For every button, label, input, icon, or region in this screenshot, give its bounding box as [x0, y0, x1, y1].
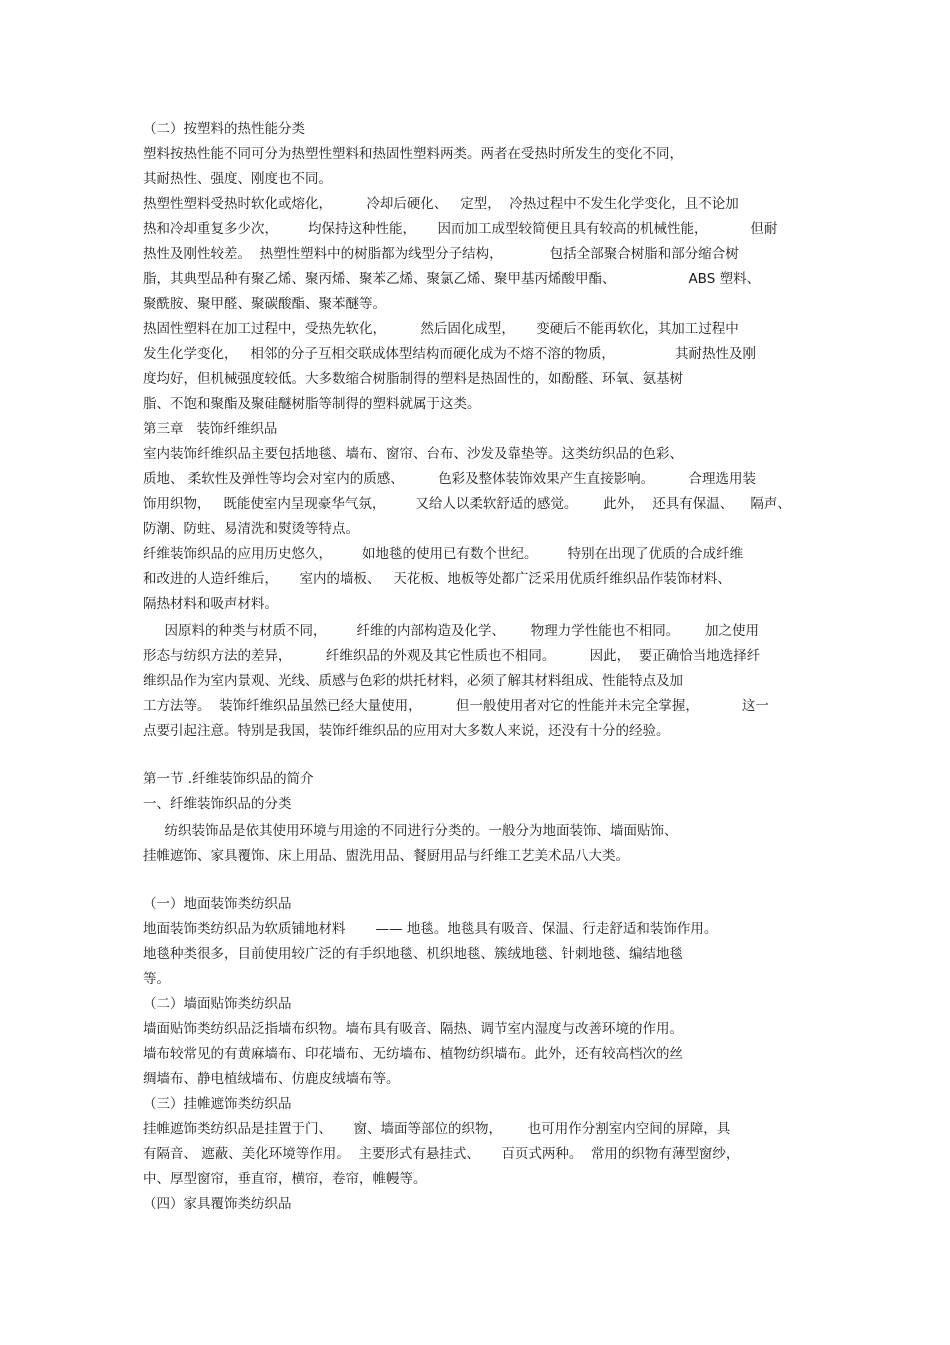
paragraph-line: 等。 — [143, 971, 170, 987]
paragraph-line: 防潮、防蛀、易清洗和熨烫等特点。 — [143, 521, 359, 537]
paragraph-line: 挂帷遮饰、家具覆饰、床上用品、盥洗用品、餐厨用品与纤维工艺美术品八大类。 — [143, 848, 629, 864]
paragraph-line: 中、厚型窗帘，垂直帘，横帘，卷帘，帷幔等。 — [143, 1171, 427, 1187]
paragraph-line: 室内装饰纤维织品主要包括地毯、墙布、窗帘、台布、沙发及靠垫等。这类纺织品的色彩、 — [143, 446, 683, 462]
paragraph-line: 热和冷却重复多少次， 均保持这种性能， 因而加工成型较简便且具有较高的机械性能， 但耐 — [143, 221, 778, 237]
paragraph-line: 墙布较常见的有黄麻墙布、印花墙布、无纺墙布、植物纺织墙布。此外，还有较高档次的丝 — [143, 1046, 683, 1062]
paragraph-line: 聚酰胺、聚甲醛、聚碳酸酯、聚苯醚等。 — [143, 296, 386, 312]
subsection-heading: （一）地面装饰类纺织品 — [143, 896, 292, 912]
paragraph-line: 热塑性塑料受热时软化或熔化， 冷却后硬化、 定型， 冷热过程中不发生化学变化，且不论加 — [143, 196, 739, 212]
paragraph-line: 和改进的人造纤维后， 室内的墙板、 天花板、地板等处都广泛采用优质纤维织品作装饰材料、 — [143, 571, 731, 587]
paragraph-line: 因原料的种类与材质不同， 纤维的内部构造及化学、 物理力学性能也不相同。 加之使用 — [143, 623, 759, 639]
paragraph-line: 地毯种类很多，目前使用较广泛的有手织地毯、机织地毯、簇绒地毯、针刺地毯、编结地毯 — [143, 946, 683, 962]
paragraph-line: 维织品作为室内景观、光线、质感与色彩的烘托材料，必须了解其材料组成、性能特点及加 — [143, 673, 683, 689]
paragraph-line: 度均好，但机械强度较低。大多数缩合树脂制得的塑料是热固性的，如酚醛、环氧、氨基树 — [143, 371, 683, 387]
paragraph-line: 其耐热性、强度、刚度也不同。 — [143, 171, 332, 187]
subsection-heading: （二）按塑料的热性能分类 — [143, 121, 305, 137]
paragraph-line: 热性及刚性较差。 热塑性塑料中的树脂都为线型分子结构， 包括全部聚合树脂和部分缩合树 — [143, 246, 739, 262]
subsection-heading: （四）家具覆饰类纺织品 — [143, 1196, 292, 1212]
paragraph-line: 隔热材料和吸声材料。 — [143, 596, 278, 612]
paragraph-line: 点要引起注意。特别是我国，装饰纤维织品的应用对大多数人来说，还没有十分的经验。 — [143, 723, 670, 739]
subsection-heading: （三）挂帷遮饰类纺织品 — [143, 1096, 292, 1112]
subsection-heading: （二）墙面贴饰类纺织品 — [143, 996, 292, 1012]
paragraph-line: 绸墙布、静电植绒墙布、仿鹿皮绒墙布等。 — [143, 1071, 400, 1087]
chapter-heading: 第三章 装饰纤维织品 — [143, 421, 278, 437]
paragraph-line: 形态与纺织方法的差异， 纤维织品的外观及其它性质也不相同。 因此， 要正确恰当地选择纤 — [143, 648, 761, 664]
paragraph-line: 脂、不饱和聚酯及聚硅醚树脂等制得的塑料就属于这类。 — [143, 396, 481, 412]
paragraph-line: 热固性塑料在加工过程中，受热先软化， 然后固化成型， 变硬后不能再软化，其加工过程中 — [143, 321, 739, 337]
subsection-heading: 一、纤维装饰织品的分类 — [143, 796, 292, 812]
paragraph-line: 纤维装饰织品的应用历史悠久， 如地毯的使用已有数个世纪。 特别在出现了优质的合成纤维 — [143, 546, 744, 562]
paragraph-line: 挂帷遮饰类纺织品是挂置于门、 窗、墙面等部位的织物， 也可用作分割室内空间的屏障，具 — [143, 1121, 731, 1137]
paragraph-line: 饰用织物， 既能使室内呈现豪华气氛， 又给人以柔软舒适的感觉。 此外， 还具有保温、 隔声、 — [143, 496, 791, 512]
paragraph-line: 地面装饰类纺织品为软质铺地材料 —— 地毯。地毯具有吸音、保温、行走舒适和装饰作用。 — [143, 921, 718, 937]
section-heading: 第一节 .纤维装饰织品的简介 — [143, 771, 314, 787]
paragraph-line: 塑料按热性能不同可分为热塑性塑料和热固性塑料两类。两者在受热时所发生的变化不同， — [143, 146, 683, 162]
paragraph-line: 纺织装饰品是依其使用环境与用途的不同进行分类的。一般分为地面装饰、墙面贴饰、 — [143, 823, 678, 839]
paragraph-line: 发生化学变化， 相邻的分子互相交联成体型结构而硬化成为不熔不溶的物质， 其耐热性及刚 — [143, 346, 756, 362]
paragraph-line: 脂，其典型品种有聚乙烯、聚丙烯、聚苯乙烯、聚氯乙烯、聚甲基丙烯酸甲酯、 ABS 塑料、 — [143, 271, 761, 287]
paragraph-line: 有隔音、 遮蔽、美化环境等作用。 主要形式有悬挂式、 百页式两种。 常用的织物有薄型窗纱， — [143, 1146, 740, 1162]
paragraph-line: 质地、 柔软性及弹性等均会对室内的质感、 色彩及整体装饰效果产生直接影响。 合理选用装 — [143, 471, 756, 487]
paragraph-line: 工方法等。 装饰纤维织品虽然已经大量使用， 但一般使用者对它的性能并未完全掌握， 这一 — [143, 698, 769, 714]
paragraph-line: 墙面贴饰类纺织品泛指墙布织物。墙布具有吸音、隔热、调节室内湿度与改善环境的作用。 — [143, 1021, 683, 1037]
